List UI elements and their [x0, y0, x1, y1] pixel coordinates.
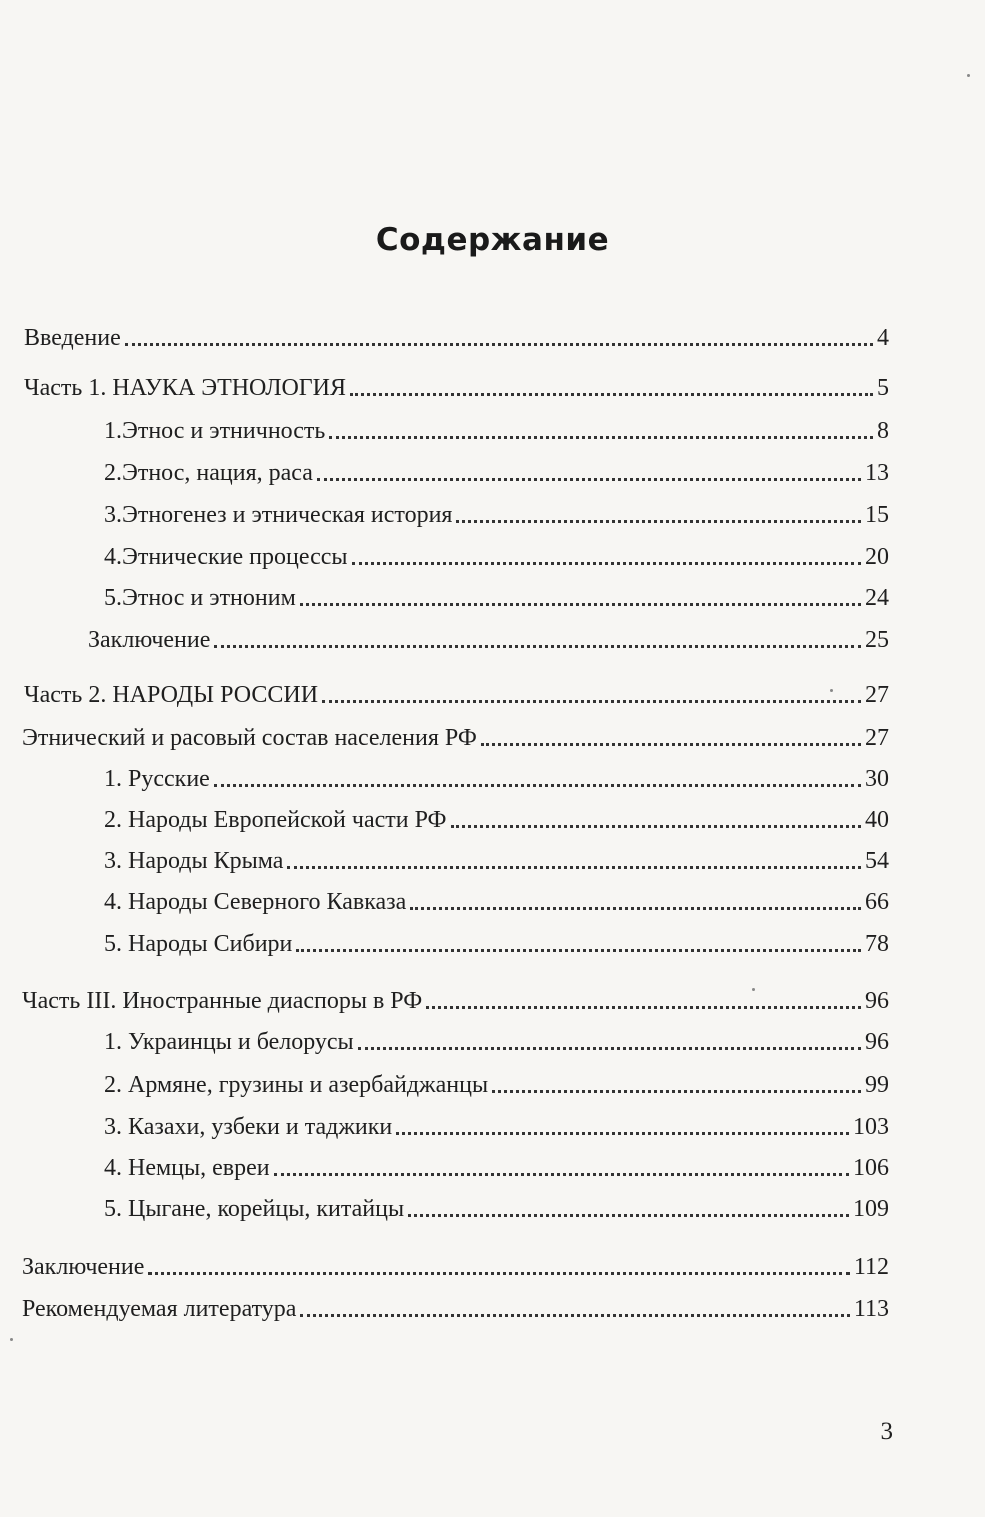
toc-entry-russians[interactable]	[104, 759, 889, 793]
toc-entry-page: 5	[877, 375, 889, 401]
toc-entry-page: 40	[865, 807, 889, 833]
toc-entry-caucasus-peoples[interactable]	[104, 882, 889, 916]
toc-entry-page: 27	[865, 725, 889, 751]
toc-entry-page: 13	[865, 460, 889, 486]
toc-entry-part-1-conclusion[interactable]	[88, 620, 889, 654]
dot-leader	[296, 949, 861, 952]
dot-leader	[300, 1314, 849, 1317]
print-speck	[967, 74, 970, 77]
toc-entry-page: 66	[865, 889, 889, 915]
toc-entry-ethnic-racial-composition[interactable]	[22, 718, 889, 752]
dot-leader	[352, 562, 861, 565]
dot-leader	[408, 1214, 849, 1217]
toc-entry-part-1[interactable]	[24, 368, 889, 402]
toc-entry-ethnic-processes[interactable]	[104, 537, 889, 571]
toc-entry-label: 1.Этнос и этничность	[104, 418, 326, 444]
dot-leader	[300, 603, 861, 606]
toc-entry-label: 5. Народы Сибири	[104, 931, 293, 957]
toc-entry-ethnos-nation-race[interactable]	[104, 453, 889, 487]
dot-leader	[125, 343, 873, 346]
toc-entry-page: 4	[877, 325, 889, 351]
toc-entry-part-3[interactable]	[22, 981, 889, 1015]
toc-entry-part-2[interactable]	[24, 675, 889, 709]
toc-entry-label: 1. Русские	[104, 766, 210, 792]
toc-entry-page: 20	[865, 544, 889, 570]
toc-entry-label: 2. Армяне, грузины и азербайджанцы	[104, 1072, 489, 1098]
dot-leader	[214, 784, 861, 787]
print-speck	[830, 689, 833, 692]
dot-leader	[317, 478, 861, 481]
toc-entry-ethnogenesis[interactable]	[104, 495, 889, 529]
dot-leader	[148, 1272, 850, 1275]
toc-entry-label: 2.Этнос, нация, раса	[104, 460, 313, 486]
print-speck	[752, 988, 755, 991]
dot-leader	[350, 393, 873, 396]
dot-leader	[287, 866, 861, 869]
page-number: 3	[880, 1418, 893, 1445]
toc-entry-label: 5.Этнос и этноним	[104, 585, 296, 611]
toc-entry-germans-jews[interactable]	[104, 1148, 889, 1182]
dot-leader	[329, 436, 873, 439]
toc-entry-central-asian-diasporas[interactable]	[104, 1107, 889, 1141]
toc-entry-label: Этнический и расовый состав населения РФ	[22, 725, 477, 751]
toc-entry-recommended-literature[interactable]	[22, 1289, 889, 1323]
toc-entry-page: 113	[853, 1296, 889, 1322]
toc-entry-label: 3.Этногенез и этническая история	[104, 502, 453, 528]
toc-entry-label: 3. Народы Крыма	[104, 848, 284, 874]
toc-entry-page: 8	[877, 418, 889, 444]
toc-entry-page: 112	[853, 1254, 889, 1280]
toc-entry-page: 96	[865, 988, 889, 1014]
toc-entry-label: 3. Казахи, узбеки и таджики	[104, 1114, 393, 1140]
toc-entry-siberia-peoples[interactable]	[104, 924, 889, 958]
dot-leader	[322, 700, 861, 703]
toc-entry-label: 5. Цыгане, корейцы, китайцы	[104, 1196, 405, 1222]
toc-entry-page: 109	[853, 1196, 889, 1222]
toc-entry-page: 25	[865, 627, 889, 653]
toc-entry-page: 24	[865, 585, 889, 611]
toc-entry-conclusion[interactable]	[22, 1247, 889, 1281]
toc-entry-ethnos-ethnicity[interactable]	[104, 411, 889, 445]
dot-leader	[451, 825, 861, 828]
dot-leader	[456, 520, 861, 523]
dot-leader	[358, 1047, 861, 1050]
toc-entry-label: Рекомендуемая литература	[22, 1296, 297, 1322]
toc-entry-ukrainians-belarusians[interactable]	[104, 1022, 889, 1056]
dot-leader	[396, 1132, 849, 1135]
toc-entry-page: 15	[865, 502, 889, 528]
toc-entry-label: Часть 2. НАРОДЫ РОССИИ	[24, 682, 319, 708]
toc-entry-label: Заключение	[88, 627, 211, 653]
toc-entry-page: 106	[853, 1155, 889, 1181]
toc-entry-caucasus-diasporas[interactable]	[104, 1065, 889, 1099]
dot-leader	[214, 645, 861, 648]
print-speck	[10, 1338, 13, 1341]
toc-entry-label: 4. Немцы, евреи	[104, 1155, 270, 1181]
toc-entry-introduction[interactable]	[24, 318, 889, 352]
toc-entry-page: 96	[865, 1029, 889, 1055]
toc-entry-label: 1. Украинцы и белорусы	[104, 1029, 354, 1055]
toc-entry-page: 30	[865, 766, 889, 792]
toc-entry-page: 99	[865, 1072, 889, 1098]
toc-entry-page: 54	[865, 848, 889, 874]
toc-entry-label: 4. Народы Северного Кавказа	[104, 889, 407, 915]
toc-entry-crimea-peoples[interactable]	[104, 841, 889, 875]
toc-entry-ethnos-ethnonym[interactable]	[104, 578, 889, 612]
toc-entry-label: Введение	[24, 325, 121, 351]
dot-leader	[410, 907, 861, 910]
toc-entry-label: Заключение	[22, 1254, 145, 1280]
dot-leader	[481, 743, 861, 746]
toc-entry-label: 2. Народы Европейской части РФ	[104, 807, 447, 833]
dot-leader	[426, 1006, 861, 1009]
dot-leader	[492, 1090, 861, 1093]
toc-entry-label: Часть III. Иностранные диаспоры в РФ	[22, 988, 423, 1014]
toc-entry-european-peoples[interactable]	[104, 800, 889, 834]
page-title: Содержание	[375, 222, 610, 258]
toc-entry-page: 78	[865, 931, 889, 957]
toc-entry-label: Часть 1. НАУКА ЭТНОЛОГИЯ	[24, 375, 347, 401]
toc-entry-label: 4.Этнические процессы	[104, 544, 348, 570]
toc-entry-page: 27	[865, 682, 889, 708]
toc-entry-page: 103	[853, 1114, 889, 1140]
dot-leader	[274, 1173, 849, 1176]
toc-entry-gypsies-koreans-chinese[interactable]	[104, 1189, 889, 1223]
